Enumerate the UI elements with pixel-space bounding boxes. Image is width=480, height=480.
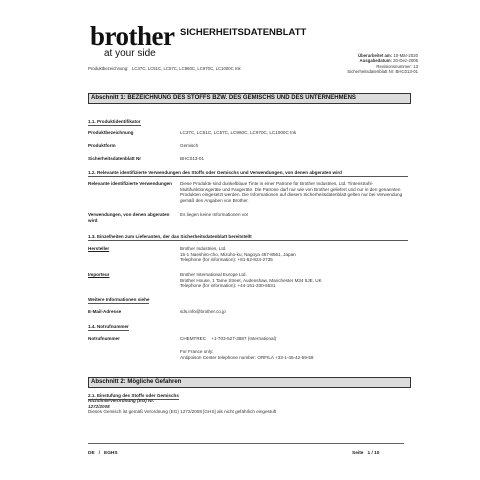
footer-country-format: DE / EGHS bbox=[88, 451, 118, 456]
weitere-informationen-heading: Weitere Informationen siehe bbox=[88, 297, 150, 302]
meta-revised: Überarbeitet am: 10-Mär-2020 bbox=[358, 53, 418, 58]
row-importeur: Importeur Brother International Europe Ltd. Brother House, 1 Tame Street, Audenshaw, Manchester M34 5JE, UK Telephone (for information): +44-161-330-6531 bbox=[88, 272, 322, 288]
subsection-1-1: 1.1. Produktidentifikator bbox=[88, 119, 141, 124]
row-relevante-verwendungen: Relevante identifizierte Verwendungen Diese Produkte sind dunkelblaue Tinte in einer Patrone für Brother Industries, Ltd. Tintenstrahl-Multifunktionsgeräte und Faxgeräte. Die Patrone darf nur wie von Brother geliefert und nur in den genannten Produkten eingesetzt werden. Die Informationen auf diesem Sicherheitsdatenblatt gelten nur bei Verwendung gemäß den Angaben von Brother. bbox=[88, 181, 403, 203]
row-abgeraten: Verwendungen, von denen abgeraten wird Es liegen keine Informationen vor bbox=[88, 212, 249, 223]
row-richtlinie: Richtlinie/Verordnung (EG) Nr. 1272/2008 Dieses Gemisch ist gemäß Verordnung (EG) 1272/2008 [GHS] als nicht gefährlich eingestuft bbox=[88, 398, 277, 414]
subsection-1-4: 1.4. Notrufnummer bbox=[88, 324, 129, 329]
meta-sds-number: Sicherheitsdatenblatt Nr: BHC013-01 bbox=[347, 69, 418, 75]
logo-tagline: at your side bbox=[104, 48, 156, 59]
email-link[interactable]: sds.info@brother.co.jp bbox=[180, 309, 226, 314]
subsection-1-3: 1.3. Einzelheiten zum Lieferanten, der das Sicherheitsdatenblatt bereitstellt bbox=[88, 234, 408, 241]
footer-divider bbox=[88, 443, 404, 444]
row-hersteller: Hersteller Brother Industries, Ltd. 15-1 Naeshiro-cho, Mizuho-ku, Nagoya 467-8561, Japan Telephone (for information): +81-52-824-2735 bbox=[88, 246, 296, 262]
meta-issued: Ausgabedatum: 20-Dez-2005 bbox=[359, 58, 418, 64]
revision-meta bbox=[347, 53, 418, 75]
brother-logo bbox=[90, 21, 175, 59]
subsection-1-2: 1.2. Relevante identifizierte Verwendungen des Stoffs oder Gemischs und Verwendungen, von denen abgeraten wird bbox=[88, 170, 408, 177]
document-title: SICHERHEITSDATENBLATT bbox=[180, 27, 307, 38]
header-product-line: Produktbezeichnung: LC37C, LC51C, LC57C, LC960C, LC970C, LC1000C Ink bbox=[88, 66, 241, 71]
section-1-heading: Abschnitt 1: BEZEICHNUNG DES STOFFS BZW. DES GEMISCHS UND DES UNTERNEHMENS bbox=[88, 93, 411, 104]
section-2-heading: Abschnitt 2: Mögliche Gefahren bbox=[88, 377, 411, 388]
footer-page-number: Seite 1 / 10 bbox=[352, 451, 380, 456]
logo-wordmark: brother bbox=[90, 21, 175, 51]
row-france-info: For France only: Antipoison Center telephone number: ORFILA +33-1-45-42-59-59 bbox=[180, 349, 314, 360]
subsection-2-1: 2.1. Einstufung des Stoffs oder Gemischs bbox=[88, 393, 179, 398]
meta-revision-number: Revisionsnummer: 13 bbox=[376, 63, 418, 69]
sds-page: brother at your side SICHERHEITSDATENBLATT Überarbeitet am: 10-Mär-2020 Ausgabedatum: 20-Dez-2005 Revisionsnummer: 13 Sicherheitsdatenblatt Nr: BHC013-01 Produktbezeichnung: LC37C, LC51C, LC57C, LC960C, LC970C, LC1000C Ink Abschnitt 1: BEZEICHNUNG DES STOFFS BZW. DES GEMISCHS UND DES UNTERNEHMENS 1.1. Produktidentifikator Produktbezeichnung LC37C, LC51C, LC57C, LC960C, LC970C, LC1000C Ink Produktform Gemisch Sicherheitsdatenblatt Nr BHC013-01 1.2. Relevante identifizierte Verwendungen des Stoffs oder Gemischs und Verwendungen, von denen abgeraten wird Relevante identifizierte Verwendungen Diese Produkte sind dunkelblaue Tinte in einer Patrone für Brother Industries, Ltd. Tintenstrahl-Multifunktionsgeräte und Faxgeräte. Die Patrone darf nur wie von Brother geliefert und nur in den genannten Produkten eingesetzt werden. Die Informationen auf diesem Sicherheitsdatenblatt gelten nur bei Verwendung gemäß den Angaben von Brother. Verwendungen, von denen abgeraten wird Es liegen keine Informationen vor 1.3. Einzelheiten zum Lieferanten, der das Sicherheitsdatenblatt bereitstellt Hersteller Brother Industries, Ltd. 15-1 Naeshiro-cho, Mizuho-ku, Nagoya 467-8561, Japan Telephone (for information): +81-52-824-2735 Importeur Brother International Europe Ltd. Brother House, 1 Tame Street, Audenshaw, Manchester M34 5JE, UK Telephone (for information): +44-161-330-6531 Weitere Informationen siehe E-Mail-Adresse sds.info@brother.co.jp 1.4. Notrufnummer Notrufnummer CHEMTREC +1-703-527-3887 (International) For France only: Antipoison Center telephone number: ORFILA +33-1-45-42-59-59 Abschnitt 2: Mögliche Gefahren 2.1. Einstufung des Stoffs oder Gemischs Richtlinie/Verordnung (EG) Nr. 1272/2008 Dieses Gemisch ist gemäß Verordnung (EG) 1272/2008 [GHS] als nicht gefährlich eingestuft DE / EGHS Seite 1 / 10 bbox=[88, 21, 418, 456]
